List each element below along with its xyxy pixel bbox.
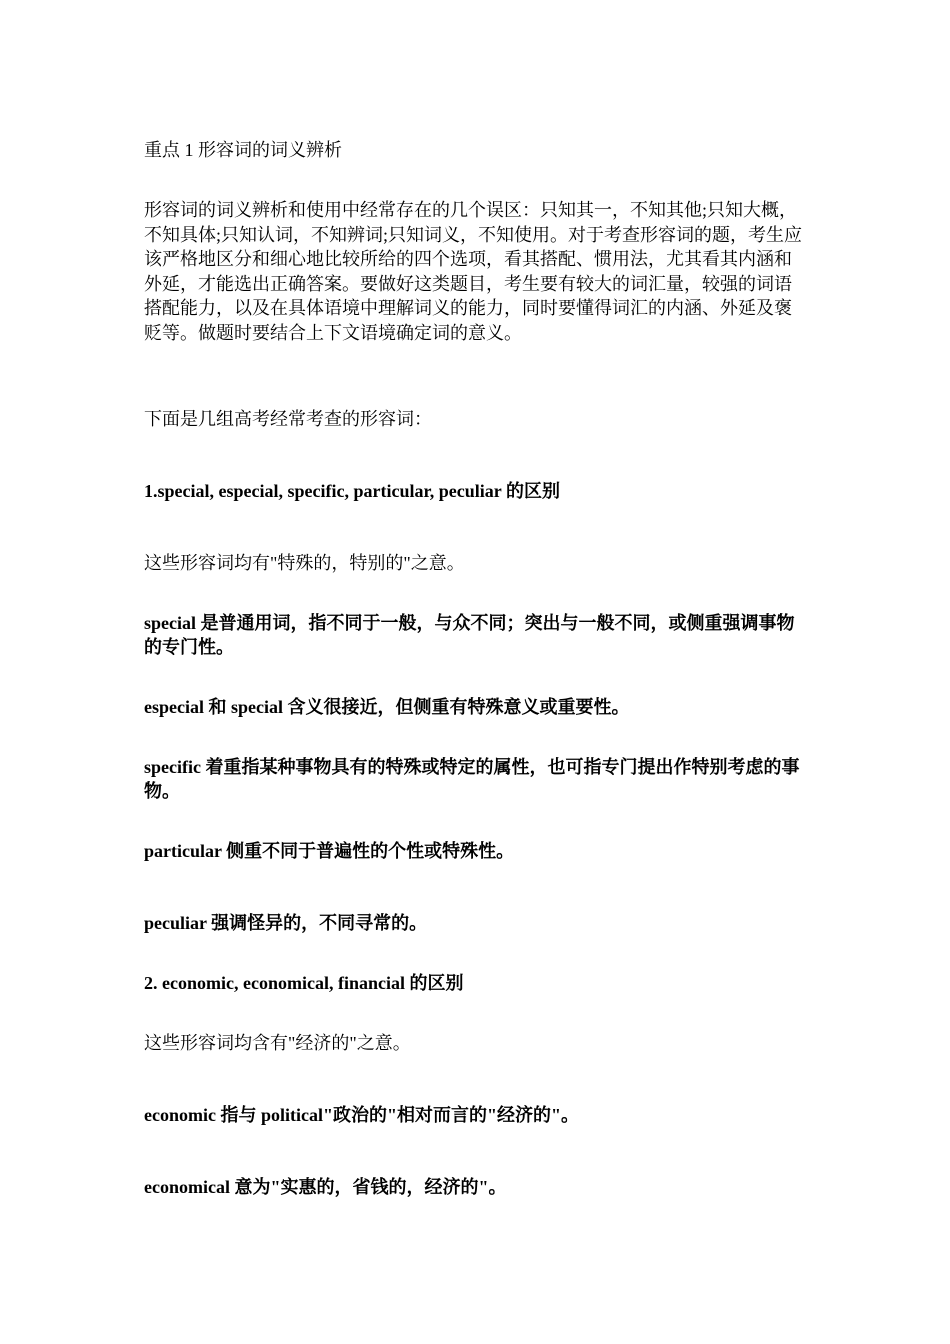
group2-common-meaning: 这些形容词均含有"经济的"之意。 (144, 1033, 411, 1053)
definition-particular: particular 侧重不同于普遍性的个性或特殊性。 (144, 841, 515, 861)
definition-economical: economical 意为"实惠的，省钱的，经济的"。 (144, 1177, 507, 1197)
lead-line: 下面是几组高考经常考查的形容词： (144, 409, 432, 429)
definition-economic: economic 指与 political"政治的"相对而言的"经济的"。 (144, 1105, 579, 1125)
group1-common-meaning: 这些形容词均有"特殊的，特别的"之意。 (144, 553, 465, 573)
definition-special: special 是普通用词，指不同于一般，与众不同；突出与一般不同，或侧重强调事物的专门性。 (144, 613, 795, 657)
intro-paragraph: 形容词的词义辨析和使用中经常存在的几个误区：只知其一，不知其他;只知大概，不知具体;只知认词，不知辨词;只知词义，不知使用。对于考查形容词的题，考生应该严格地区分和细心地比较所给的四个选项，看其搭配、惯用法，尤其看其内涵和外延，才能选出正确答案。要做好这类题目，考生要有较大的词汇量，较强的词语搭配能力，以及在具体语境中理解词义的能力，同时要懂得词汇的内涵、外延及褒贬等。做题时要结合上下文语境确定词的意义。 (144, 200, 802, 343)
group2-title: 2. economic, economical, financial 的区别 (144, 973, 464, 993)
group1-title: 1.special, especial, specific, particular, peculiar 的区别 (144, 481, 560, 501)
definition-peculiar: peculiar 强调怪异的，不同寻常的。 (144, 913, 428, 933)
definition-especial: especial 和 special 含义很接近，但侧重有特殊意义或重要性。 (144, 697, 630, 717)
section-heading: 重点 1 形容词的词义辨析 (144, 140, 342, 160)
definition-specific: specific 着重指某种事物具有的特殊或特定的属性，也可指专门提出作特别考虑的事物。 (144, 757, 800, 801)
